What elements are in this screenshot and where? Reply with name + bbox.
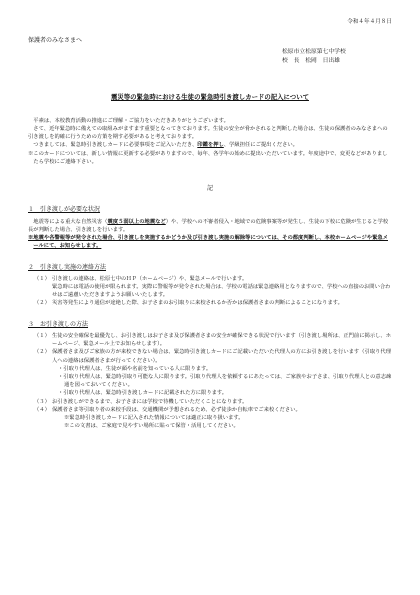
section-3-list [34, 332, 392, 430]
bullet-item: ・引取り代理人は、生徒が顔や名前を知っている人に限ります。 [58, 365, 212, 372]
item-text: 引き渡しの連絡は、松原七中のＨＰ（ホームページ）や、緊急メールで行います。 [52, 275, 248, 282]
intro-section [28, 117, 392, 166]
document-title: 震災等の緊急時における生徒の緊急時引き渡しカードの記入について [111, 92, 309, 101]
intro-note: ※このカードについては、新しい情報に更新する必要がありますので、毎年、各学年の始めに提出いただいています。年度途中で、変更などがありましたら学校にご連絡下さい。 [28, 150, 388, 165]
intro-paragraph-2: さて、近年緊急時に備えての取組みがますます重要となってきております。生徒の安全が脅かされると判断した場合は、生徒の保護者のみなさまへの引き渡しを的確に行うための方策を期す必要があると考えております。 [28, 126, 388, 141]
addressee: 保護者のみなさまへ [28, 36, 83, 44]
item-text: 災害等発生により通信が途絶した際、お子さまのお引取りに来校されるか否かは保護者さまの判断によることになります。 [52, 300, 343, 307]
list-item [34, 299, 392, 307]
item-number: （１） [34, 332, 50, 339]
intro-p3-emphasis: 印鑑を押し [197, 142, 224, 149]
item-number: （２） [34, 300, 50, 307]
sec1-emphasis: 震度５弱以上の地震など [107, 218, 166, 225]
list-item [34, 398, 392, 406]
section-2-heading: ２ 引き渡し実施の連絡方法 [28, 263, 107, 271]
section-2-list [34, 275, 392, 308]
item-number: （３） [34, 398, 50, 405]
list-item [34, 406, 392, 414]
section-3-heading: ３ お引き渡しの方法 [28, 320, 89, 328]
sender-block [282, 48, 392, 65]
item-text: 生徒の安全確保を最優先し、お引き渡しはお子さま及び保護者さまの安全が確保できる状況で行います（引き渡し場所は、正門前に掲示し、ホームページ、緊急メール上でお知らせします）。 [52, 332, 392, 348]
item-text: お引き渡しができるまで、お子さまには学校で待機していただくことになります。 [52, 398, 248, 405]
list-item [34, 275, 392, 283]
section-1-heading: １ 引き渡しが必要な状況 [28, 206, 101, 214]
intro-paragraph-1: 平素は、本校教育活動の推進にご理解・ご協力をいただきありがとうございます。 [33, 117, 229, 124]
item-text: 保護者さま及びご家族の方が来校できない場合は、緊急時引き渡しカードにご記載いただいた代理人の方にお引き渡しを行います（引取り代理人への連絡は保護者さまが行ってください）。 [52, 349, 392, 364]
item-text: 保護者さま等引取り者の来校手段は、交通機関が予想されるため、必ず徒歩か自転車でご来校ください。 [52, 406, 301, 413]
item-number [34, 283, 52, 299]
note-line: ※緊急時引き渡しカードに記入された情報については適正に取り扱います。 [64, 414, 244, 421]
bullet-item: ・引取り代理人は、緊急時引取り可能な人に限ります。引取り代理人を依頼するにあたっては、ご家族やお子さま、引取り代理人との意志疎通を図っておいてください。 [58, 373, 392, 389]
list-item [34, 332, 392, 348]
sec1-text-a: 地震等による重大な自然災害（ [33, 218, 108, 225]
note-line: ※この文書は、ご家庭で見やすい場所に貼って保管・活用してください。 [64, 423, 239, 430]
list-item [34, 348, 392, 364]
intro-p3-text-c: 、学級担任にご提出ください。 [223, 142, 298, 149]
list-item [34, 283, 392, 299]
principal-name: 校 長 松岡 日出雄 [282, 57, 340, 64]
ki-marker: 記 [206, 185, 213, 193]
intro-paragraph-3 [28, 141, 392, 149]
section-1-paragraph [28, 218, 392, 234]
bullet-item: ・引取り代理人は、緊急時引き渡しカードに記載された方に限ります。 [58, 390, 228, 397]
item-number: （２） [34, 349, 50, 356]
sec1-text-c: ）や、学校への不審者侵入・地域での危険事案等が発生し、生徒の下校に危険が生じると学校長が判断した場合、引き渡しを行います。 [28, 218, 389, 233]
intro-p3-text-a: つきましては、緊急時引き渡しカードに必要事項をご記入いただき、 [33, 142, 198, 149]
item-number: （４） [34, 406, 50, 413]
item-text: 緊急時には電話の使用が限られます。実際に警報等が発令された場合は、学校の電話は緊急連絡用となりますので、学校への直接のお問い合わせはご遠慮いただきますようお願いいたします。 [52, 284, 391, 299]
document-date: 令和４年４月８日 [347, 19, 392, 25]
section-1-warning: ※地震や各警報等が発令された場合、引き渡しを実施するかどうか及び引き渡し実施の解除等については、その都度判断し、本校ホームページや緊急メールにて、お知らせします。 [28, 235, 388, 250]
item-number: （１） [34, 275, 50, 282]
school-name: 松原市立松原第七中学校 [282, 49, 346, 55]
